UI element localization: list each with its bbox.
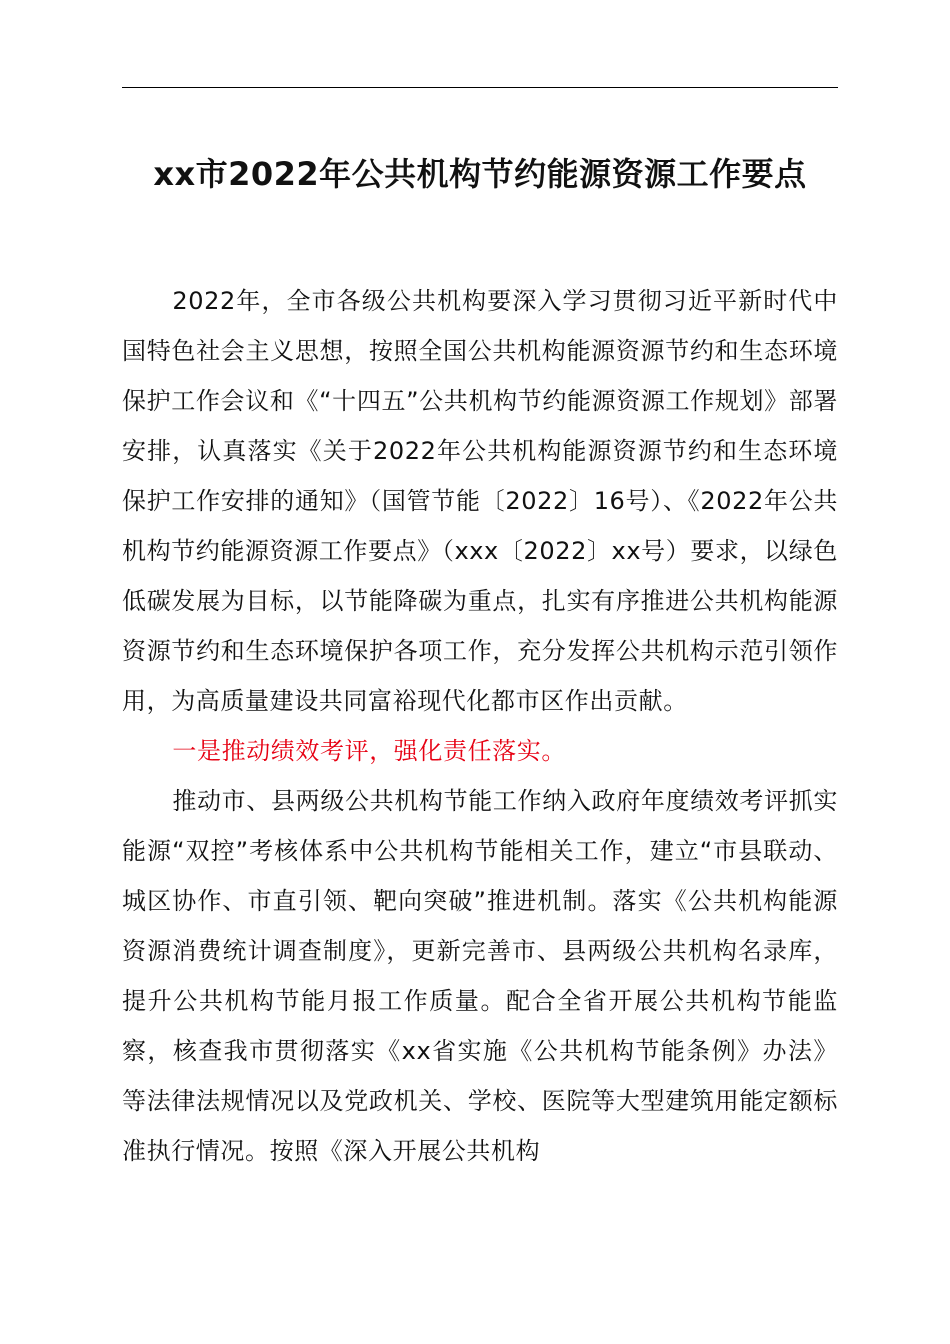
document-body [122, 276, 838, 1176]
section-1-paragraph: 推动市、县两级公共机构节能工作纳入政府年度绩效考评抓实能源“双控”考核体系中公共机构节能相关工作，建立“市县联动、城区协作、市直引领、靶向突破”推进机制。落实《公共机构能源资源消费统计调查制度》，更新完善市、县两级公共机构名录库，提升公共机构节能月报工作质量。配合全省开展公共机构节能监察，核查我市贯彻落实《xx省实施《公共机构节能条例》办法》等法律法规情况以及党政机关、学校、医院等大型建筑用能定额标准执行情况。按照《深入开展公共机构 [122, 787, 838, 1165]
document-title: xx市2022年公共机构节约能源资源工作要点 [153, 155, 807, 193]
intro-paragraph: 2022年，全市各级公共机构要深入学习贯彻习近平新时代中国特色社会主义思想，按照全国公共机构能源资源节约和生态环境保护工作会议和《“十四五”公共机构节约能源资源工作规划》部署安排，认真落实《关于2022年公共机构能源资源节约和生态环境保护工作安排的通知》（国管节能〔2022〕16号）、《2022年公共机构节约能源资源工作要点》（xxx〔2022〕xx号）要求，以绿色低碳发展为目标，以节能降碳为重点，扎实有序推进公共机构能源资源节约和生态环境保护各项工作，充分发挥公共机构示范引领作用，为高质量建设共同富裕现代化都市区作出贡献。 [122, 287, 838, 715]
section-heading-1: 一是推动绩效考评，强化责任落实。 [172, 737, 566, 765]
header-rule [122, 87, 838, 88]
